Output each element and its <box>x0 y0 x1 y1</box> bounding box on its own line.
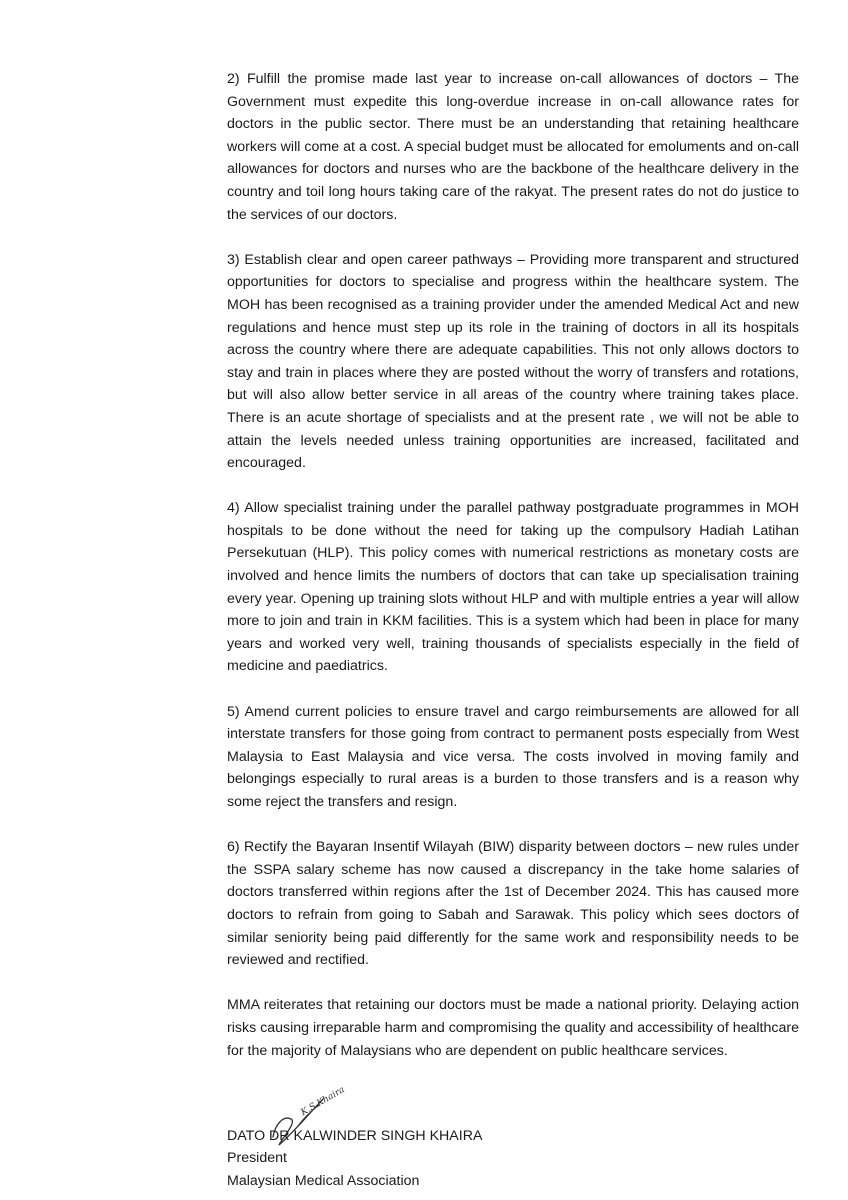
signatory-name: DATO DR KALWINDER SINGH KHAIRA <box>227 1127 483 1144</box>
paragraph-biw-disparity: 6) Rectify the Bayaran Insentif Wilayah (BIW) disparity between doctors – new rules under the SSPA salary scheme has now caused a discrepancy in the take home salaries of doctors transferred within regions after the 1st of December 2024. This has caused more doctors to refrain from going to Sabah and Sarawak. This policy which sees doctors of similar seniority being paid differently for the same work and responsibility needs to be reviewed and rectified. <box>227 839 799 969</box>
signature-block <box>227 1085 799 1195</box>
paragraph-closing-statement: MMA reiterates that retaining our doctors must be made a national priority. Delaying action risks causing irreparable harm and compromising the quality and accessibility of healthcare for the majority of Malaysians who are dependent on public healthcare services. <box>227 997 799 1059</box>
paragraph-career-pathways: 3) Establish clear and open career pathways – Providing more transparent and structured opportunities for doctors to specialise and progress within the healthcare system. The MOH has been recognised as a training provider under the amended Medical Act and new regulations and hence must step up its role in the training of doctors in all its hospitals across the country where there are adequate capabilities. This not only allows doctors to stay and train in places where they are posted without the worry of transfers and rotations, but will also allow better service in all areas of the country where training takes place. There is an acute shortage of specialists and at the present rate , we will not be able to attain the levels needed unless training opportunities are increased, facilitated and encouraged. <box>227 251 799 472</box>
letter-body <box>227 68 799 1195</box>
paragraph-specialist-training: 4) Allow specialist training under the parallel pathway postgraduate programmes in MOH hospitals to be done without the need for taking up the compulsory Hadiah Latihan Persekutuan (HLP). This policy comes with numerical restrictions as monetary costs are involved and hence limits the numbers of doctors that can take up specialisation training every year. Opening up training slots without HLP and with multiple entries a year will allow more to join and train in KKM facilities. This is a system which had been in place for many years and worked very well, training thousands of specialists especially in the field of medicine and paediatrics. <box>227 500 799 675</box>
paragraph-on-call-allowances: 2) Fulfill the promise made last year to increase on-call allowances of doctors – The Government must expedite this long-overdue increase in on-call allowance rates for doctors in the public sector. There must be an understanding that retaining healthcare workers will come at a cost. A special budget must be allocated for emoluments and on-call allowances for doctors and nurses who are the backbone of the healthcare delivery in the country and toil long hours taking care of the rakyat. The present rates do not do justice to the services of our doctors. <box>227 71 799 223</box>
signatory-title: President <box>227 1150 287 1167</box>
signatory-details <box>227 1125 482 1193</box>
signatory-organization: Malaysian Medical Association <box>227 1172 420 1189</box>
signature-text: K.S.Khaira <box>299 1084 347 1118</box>
paragraph-travel-reimbursements: 5) Amend current policies to ensure travel and cargo reimbursements are allowed for all interstate transfers for those going from contract to permanent posts especially from West Malaysia to East Malaysia and vice versa. The costs involved in moving family and belongings especially to rural areas is a burden to those transfers and is a reason why some reject the transfers and resign. <box>227 703 799 810</box>
